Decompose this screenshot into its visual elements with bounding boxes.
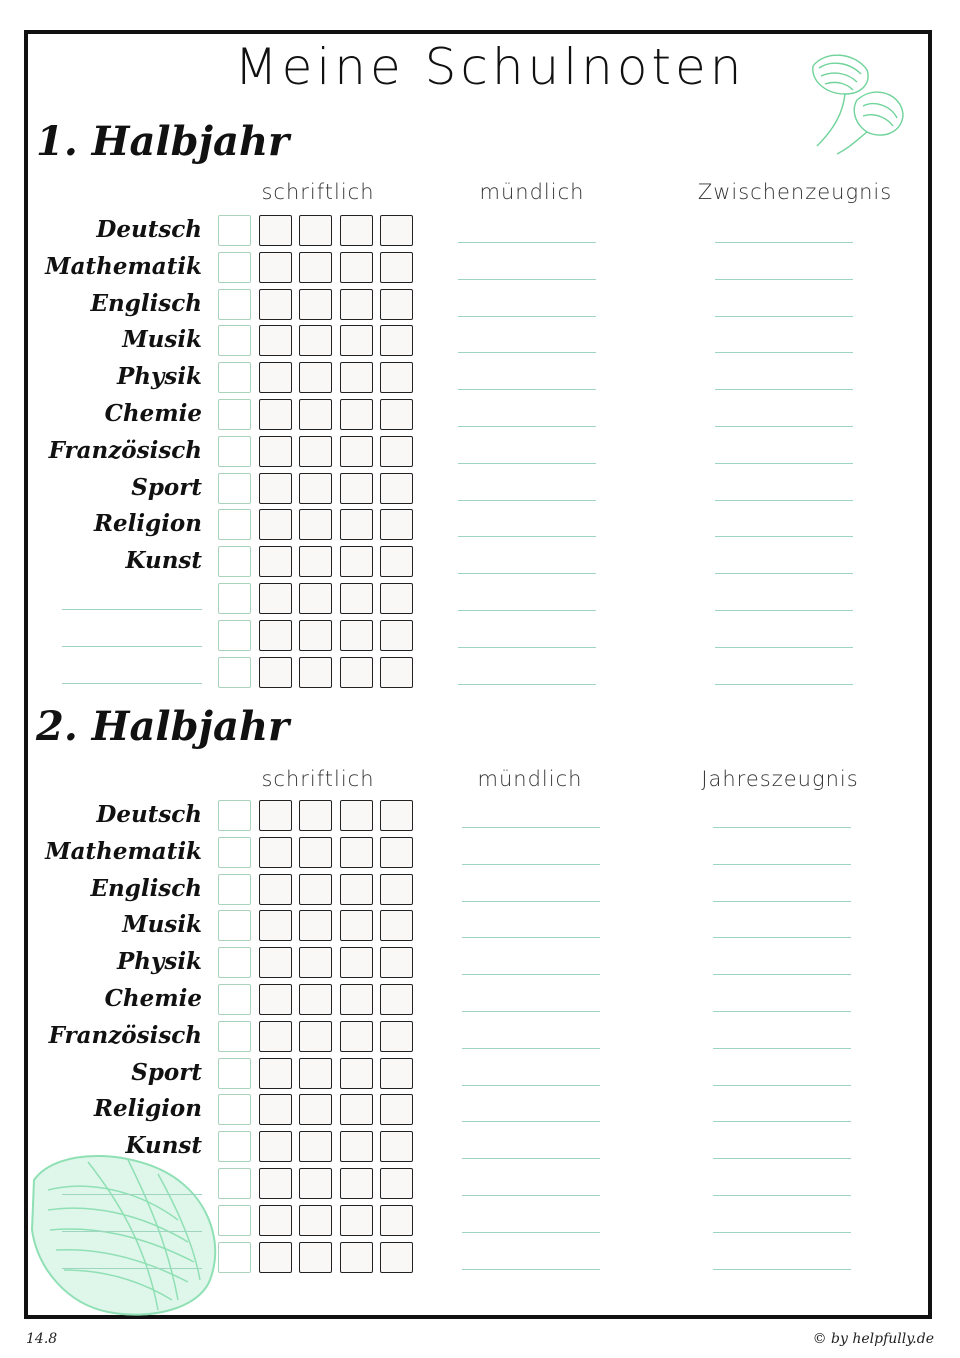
grade-box[interactable] [299,436,332,467]
grade-box[interactable] [340,1131,373,1162]
grade-box[interactable] [259,546,292,577]
grade-box[interactable] [299,215,332,246]
grade-box[interactable] [299,399,332,430]
report-grade-line[interactable] [713,1269,851,1270]
grade-box[interactable] [259,436,292,467]
grade-box[interactable] [218,620,251,651]
grade-box[interactable] [380,215,413,246]
grade-box[interactable] [340,473,373,504]
grade-box[interactable] [340,583,373,614]
grade-box[interactable] [218,984,251,1015]
grade-box[interactable] [259,1242,292,1273]
report-grade-line[interactable] [715,610,853,611]
report-grade-line[interactable] [715,463,853,464]
oral-grade-line[interactable] [458,610,596,611]
grade-box[interactable] [380,289,413,320]
grade-box[interactable] [299,362,332,393]
subject-label: Religion [93,510,202,538]
blank-subject-line[interactable] [62,1231,202,1232]
grade-box[interactable] [259,252,292,283]
oral-grade-line[interactable] [462,1195,600,1196]
grade-box[interactable] [340,1242,373,1273]
grade-box[interactable] [218,874,251,905]
oral-grade-line[interactable] [458,279,596,280]
oral-grade-line[interactable] [462,1232,600,1233]
grade-box[interactable] [299,325,332,356]
semester-1-col-oral: mündlich [479,180,585,204]
grade-box[interactable] [218,1242,251,1273]
grade-box[interactable] [299,1242,332,1273]
grade-box[interactable] [218,910,251,941]
grade-box[interactable] [259,399,292,430]
oral-grade-line[interactable] [458,647,596,648]
report-grade-line[interactable] [713,1121,851,1122]
report-grade-line[interactable] [713,1085,851,1086]
grade-box[interactable] [299,1168,332,1199]
grade-box[interactable] [340,509,373,540]
oral-grade-line[interactable] [458,573,596,574]
grade-box[interactable] [259,583,292,614]
grade-box[interactable] [380,1131,413,1162]
grade-box[interactable] [299,874,332,905]
flower-bottom-icon [28,1150,238,1320]
grade-box[interactable] [340,436,373,467]
oral-grade-line[interactable] [458,684,596,685]
grade-box[interactable] [299,509,332,540]
grade-box[interactable] [259,325,292,356]
oral-grade-line[interactable] [462,1158,600,1159]
grade-box[interactable] [340,947,373,978]
oral-grade-line[interactable] [462,1121,600,1122]
grade-box[interactable] [299,657,332,688]
grade-box[interactable] [380,1094,413,1125]
subject-label: Englisch [90,289,202,317]
subject-label: Sport [131,473,202,501]
grade-box[interactable] [259,910,292,941]
grade-box[interactable] [340,252,373,283]
grade-box[interactable] [218,289,251,320]
report-grade-line[interactable] [713,827,851,828]
grade-box[interactable] [259,509,292,540]
grade-box[interactable] [259,289,292,320]
grade-box[interactable] [299,546,332,577]
report-grade-line[interactable] [715,426,853,427]
grade-box[interactable] [218,1168,251,1199]
grade-box[interactable] [380,473,413,504]
semester-2-col-written: schriftlich [261,767,375,791]
grade-box[interactable] [380,910,413,941]
grade-box[interactable] [259,874,292,905]
report-grade-line[interactable] [715,684,853,685]
grade-box[interactable] [218,583,251,614]
semester-1-col-written: schriftlich [261,180,375,204]
report-grade-line[interactable] [713,1011,851,1012]
report-grade-line[interactable] [713,974,851,975]
report-grade-line[interactable] [715,500,853,501]
oral-grade-line[interactable] [462,901,600,902]
grade-box[interactable] [380,837,413,868]
grade-box[interactable] [340,289,373,320]
grade-box[interactable] [218,325,251,356]
grade-box[interactable] [218,1205,251,1236]
grade-box[interactable] [259,1021,292,1052]
oral-grade-line[interactable] [458,352,596,353]
blank-subject-line[interactable] [62,1268,202,1269]
grade-box[interactable] [259,1168,292,1199]
grade-box[interactable] [299,289,332,320]
subject-label: Physik [116,363,202,391]
grade-box[interactable] [340,325,373,356]
report-grade-line[interactable] [713,1158,851,1159]
grade-box[interactable] [340,984,373,1015]
subject-label: Englisch [90,874,202,902]
report-grade-line[interactable] [713,937,851,938]
report-grade-line[interactable] [715,242,853,243]
semester-2-col-oral: mündlich [477,767,583,791]
subject-label: Religion [93,1095,202,1123]
oral-grade-line[interactable] [462,827,600,828]
grade-box[interactable] [218,546,251,577]
grade-box[interactable] [299,947,332,978]
report-grade-line[interactable] [713,1232,851,1233]
grade-box[interactable] [259,362,292,393]
grade-box[interactable] [340,910,373,941]
grade-box[interactable] [380,1058,413,1089]
grade-box[interactable] [299,984,332,1015]
grade-box[interactable] [299,1021,332,1052]
grade-box[interactable] [340,362,373,393]
report-grade-line[interactable] [715,389,853,390]
grade-box[interactable] [380,1021,413,1052]
grade-box[interactable] [340,874,373,905]
subject-label: Deutsch [96,801,202,828]
grade-box[interactable] [218,399,251,430]
blank-subject-line[interactable] [62,1194,202,1195]
subject-label: Kunst [125,547,202,575]
oral-grade-line[interactable] [458,426,596,427]
grade-box[interactable] [218,837,251,868]
grade-box[interactable] [380,362,413,393]
grade-box[interactable] [380,1242,413,1273]
grade-box[interactable] [218,215,251,246]
grade-box[interactable] [299,252,332,283]
grade-box[interactable] [380,657,413,688]
grade-box[interactable] [259,1058,292,1089]
grade-box[interactable] [299,583,332,614]
report-grade-line[interactable] [713,901,851,902]
semester-1-heading: 1. Halbjahr [36,118,290,165]
report-grade-line[interactable] [715,316,853,317]
subject-label: Physik [116,948,202,976]
grade-box[interactable] [380,509,413,540]
oral-grade-line[interactable] [462,974,600,975]
grade-box[interactable] [380,583,413,614]
subject-label: Chemie [104,985,202,1012]
blank-subject-line[interactable] [62,609,202,610]
grade-box[interactable] [218,362,251,393]
grade-box[interactable] [218,1021,251,1052]
report-grade-line[interactable] [713,1048,851,1049]
grade-box[interactable] [340,1021,373,1052]
grade-box[interactable] [259,947,292,978]
subject-label: Musik [122,911,202,939]
grade-box[interactable] [380,1168,413,1199]
report-grade-line[interactable] [713,1195,851,1196]
grade-box[interactable] [218,1058,251,1089]
grade-box[interactable] [299,800,332,831]
grade-box[interactable] [299,837,332,868]
grade-box[interactable] [380,947,413,978]
grade-box[interactable] [380,436,413,467]
grade-box[interactable] [340,1058,373,1089]
oral-grade-line[interactable] [458,500,596,501]
oral-grade-line[interactable] [462,864,600,865]
grade-box[interactable] [259,1094,292,1125]
report-grade-line[interactable] [715,279,853,280]
subject-label: Musik [122,326,202,354]
grade-box[interactable] [259,215,292,246]
grade-box[interactable] [218,1131,251,1162]
grade-box[interactable] [299,1205,332,1236]
report-grade-line[interactable] [715,536,853,537]
grade-box[interactable] [340,1205,373,1236]
grade-box[interactable] [340,620,373,651]
grade-box[interactable] [380,984,413,1015]
grade-box[interactable] [340,837,373,868]
grade-box[interactable] [340,546,373,577]
grade-box[interactable] [218,436,251,467]
report-grade-line[interactable] [715,573,853,574]
report-grade-line[interactable] [715,352,853,353]
grade-box[interactable] [299,1131,332,1162]
report-grade-line[interactable] [715,647,853,648]
grade-box[interactable] [380,252,413,283]
grade-box[interactable] [380,1205,413,1236]
subject-label: Chemie [104,400,202,427]
grade-box[interactable] [299,620,332,651]
grade-box[interactable] [299,910,332,941]
grade-box[interactable] [259,1205,292,1236]
grade-box[interactable] [218,509,251,540]
grade-box[interactable] [340,215,373,246]
semester-2-col-report: Jahreszeugnis [701,767,859,791]
grade-box[interactable] [259,1131,292,1162]
grade-box[interactable] [380,325,413,356]
grade-box[interactable] [340,657,373,688]
semester-2-heading: 2. Halbjahr [36,703,290,750]
grade-box[interactable] [299,1094,332,1125]
semester-1-col-report: Zwischenzeugnis [697,180,893,204]
page-number: 14.8 [26,1331,58,1347]
grade-box[interactable] [380,546,413,577]
subject-label: Sport [131,1058,202,1086]
grade-box[interactable] [218,657,251,688]
grade-box[interactable] [340,1168,373,1199]
copyright-text: © by helpfully.de [812,1331,934,1347]
oral-grade-line[interactable] [458,463,596,464]
oral-grade-line[interactable] [462,1269,600,1270]
oral-grade-line[interactable] [462,1048,600,1049]
grade-box[interactable] [299,473,332,504]
blank-subject-line[interactable] [62,683,202,684]
oral-grade-line[interactable] [458,316,596,317]
grade-box[interactable] [259,984,292,1015]
grade-box[interactable] [259,620,292,651]
grade-box[interactable] [380,620,413,651]
grade-box[interactable] [218,252,251,283]
grade-box[interactable] [259,800,292,831]
oral-grade-line[interactable] [458,242,596,243]
grade-box[interactable] [259,473,292,504]
oral-grade-line[interactable] [462,1011,600,1012]
blank-subject-line[interactable] [62,646,202,647]
grade-box[interactable] [340,1094,373,1125]
grade-box[interactable] [380,874,413,905]
grade-box[interactable] [259,837,292,868]
grade-box[interactable] [218,1094,251,1125]
subject-label: Mathematik [45,837,202,865]
grade-box[interactable] [218,473,251,504]
subject-label: Deutsch [96,216,202,243]
oral-grade-line[interactable] [462,937,600,938]
oral-grade-line[interactable] [458,536,596,537]
subject-label: Mathematik [45,252,202,280]
flower-top-icon [805,48,915,158]
grade-box[interactable] [380,399,413,430]
subject-label: Kunst [125,1132,202,1160]
oral-grade-line[interactable] [462,1085,600,1086]
grade-box[interactable] [299,1058,332,1089]
page-title: Meine Schulnoten [234,38,746,96]
report-grade-line[interactable] [713,864,851,865]
grade-box[interactable] [340,800,373,831]
subject-label: Französisch [48,436,202,464]
grade-box[interactable] [340,399,373,430]
oral-grade-line[interactable] [458,389,596,390]
grade-box[interactable] [218,800,251,831]
grade-box[interactable] [218,947,251,978]
subject-label: Französisch [48,1021,202,1049]
grade-box[interactable] [380,800,413,831]
grade-box[interactable] [259,657,292,688]
